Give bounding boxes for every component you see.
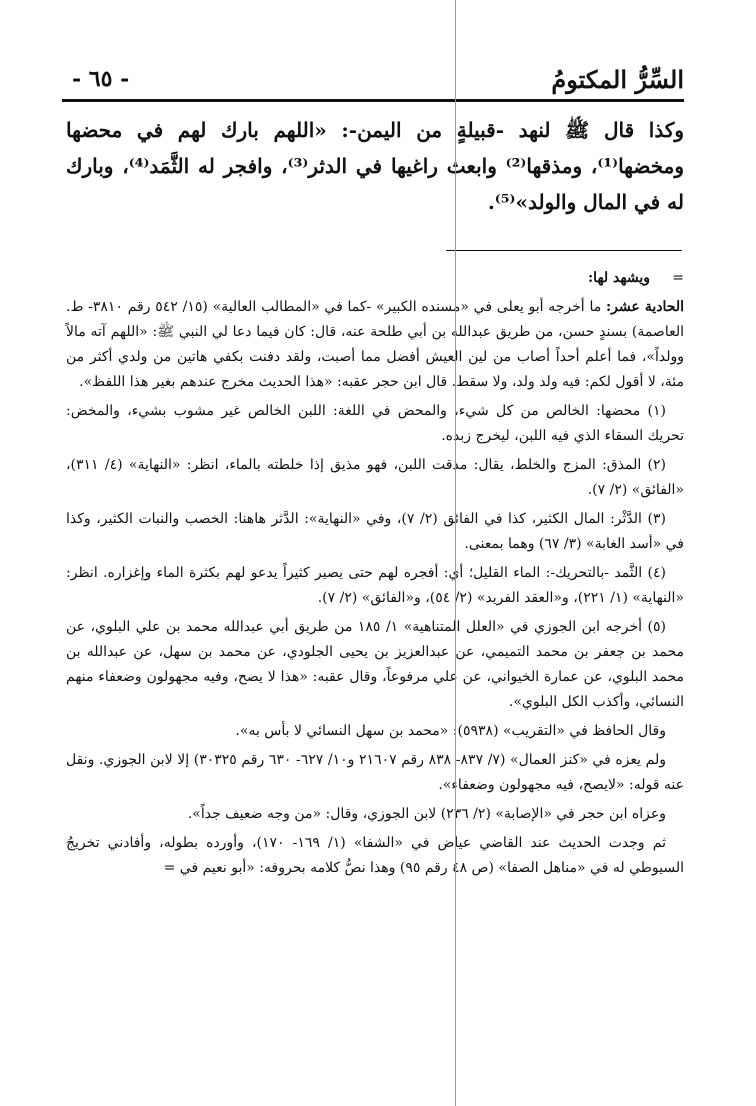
carried-note xyxy=(66,266,684,291)
footnote-4: (٤) الثَّمد -بالتحريك-: الماء القليل؛ أي: أفجره لهم حتى يصير كثيراً يدعو لهم بكثرة الماء وإغزاره. انظر: «النهاية» (١/ ٢٢١)، و«العقد الفريد» (٢/ ٥٤)، و«الفائق» (٢/ ٧). xyxy=(66,565,684,606)
book-title: السِّرُّ المكتومُ xyxy=(551,64,684,94)
scan-fold-line xyxy=(455,0,456,1106)
header-rule xyxy=(62,99,684,102)
hadith-text: ما أخرجه أبو يعلى في «مسنده الكبير» -كما في «المطالب العالية» (١٥/ ٥٤٢ رقم ٣٨١٠- ط. العاصمة) بسندٍ حسن، من طريق عبدالله بن أبي طلحة عنه، قال: كان فيما دعا لي النبي ﷺ: «اللهم آته مالاً وولداً»، فما أعلم أحداً أصاب من لين العيش أفضل مما أصبت، ولقد دفنت بكفي هاتين من ولدي أكثر من مئة، لا أقول لكم: فيه ولد ولد، ولا سقط. قال ابن حجر عقبه: «هذا الحديث مخرج عندهم بغير هذا اللفظ». xyxy=(66,299,684,390)
footnote-5-taqrib: وقال الحافظ في «التقريب» (٥٩٣٨): «محمد بن سهل النسائي لا بأس به». xyxy=(235,723,666,739)
footnotes xyxy=(66,266,684,885)
main-text xyxy=(66,112,684,220)
page-header xyxy=(62,62,684,96)
intro-label: ويشهد لها: xyxy=(588,270,650,286)
main-paragraph: وكذا قال ﷺ لنهد -قبيلةٍ من اليمن-: «اللهم بارك لهم في محضها ومخضها⁽¹⁾، ومذقها⁽²⁾ وابعث راغيها في الدثر⁽³⁾، وافجر له الثَّمَد⁽⁴⁾، وبارك له في المال والولد»⁽⁵⁾. xyxy=(66,118,685,214)
footnote-separator xyxy=(446,250,682,251)
page-number: - ٦٥ - xyxy=(72,66,130,92)
footnote-2: (٢) المذق: المزج والخلط، يقال: مذقت اللبن، فهو مذيق إذا خلطته بالماء، انظر: «النهاية» (٤/ ٣١١)، «الفائق» (٢/ ٧). xyxy=(66,457,684,498)
footnote-5-isaba: وعزاه ابن حجر في «الإصابة» (٢/ ٢٣٦) لابن الجوزي، وقال: «من وجه ضعيف جداً». xyxy=(187,806,666,822)
hadith-paragraph xyxy=(66,295,684,395)
hadith-label: الحادية عشر: xyxy=(605,299,684,315)
footnote-5-shifa: ثم وجدت الحديث عند القاضي عياض في «الشفا» (١/ ١٦٩- ١٧٠)، وأورده بطوله، وأفادني تخريجُ السيوطي له في «مناهل الصفا» (ص ٤٨ رقم ٩٥) وهذا نصُّ كلامه بحروفه: «أبو نعيم في = xyxy=(66,835,684,876)
continuation-marker: = xyxy=(672,270,684,286)
footnote-3: (٣) الدَّثْر: المال الكثير، كذا في الفائق (٢/ ٧)، وفي «النهاية»: الدَّثر هاهنا: الخصب والنبات الكثير، وكذا في «أسد الغابة» (٣/ ٦٧) وهما بمعنى. xyxy=(66,511,684,552)
footnote-5: (٥) أخرجه ابن الجوزي في «العلل المتناهية» ١/ ١٨٥ من طريق أبي عبدالله محمد بن علي البلوي، عن محمد بن جعفر بن محمد التميمي، عن عبدالعزيز بن يحيى الجلودي، عن محمد بن سهل، عن عبدالله بن محمد البلوي، عن عمارة الخيواني، عن علي مرفوعاً، وقال عقبه: «هذا لا يصح، وفيه مجهولون وضعفاء منهم النسائي، وأكذب الكل البلوي». xyxy=(66,619,684,710)
footnote-5-kanz: ولم يعزه في «كنز العمال» (٧/ ٨٣٧- ٨٣٨ رقم ٢١٦٠٧ و١٠/ ٦٢٧- ٦٣٠ رقم ٣٠٣٢٥) إلا لابن الجوزي. ونقل عنه قوله: «لايصح، فيه مجهولون وضعفاء». xyxy=(66,752,684,793)
footnote-1: (١) محضها: الخالص من كل شيء، والمحض في اللغة: اللبن الخالص غير مشوب بشيء، والمخض: تحريك السقاء الذي فيه اللبن، ليخرج زبده. xyxy=(66,403,684,444)
